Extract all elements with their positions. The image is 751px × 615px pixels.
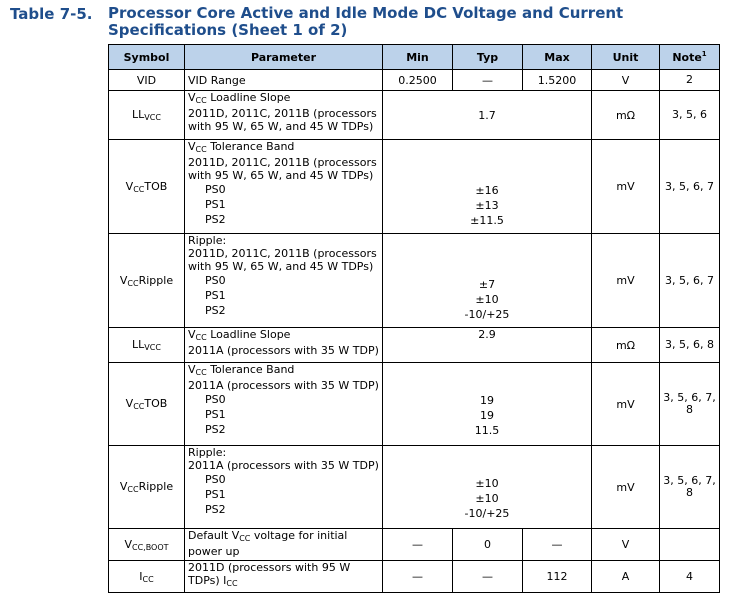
param-line2: 2011D, 2011C, 2011B (processors with 95 W, 65 W, and 45 W TDPs) [188,107,377,133]
spec-table [108,44,720,593]
cell-parameter [185,234,383,328]
param-line1: Ripple: [188,446,227,459]
header-max: Max [523,45,592,70]
cell-unit: mV [592,234,660,328]
symbol-sub: CC [142,574,154,584]
header-unit: Unit [592,45,660,70]
power-state: PS1 [205,289,226,302]
header-note [660,45,720,70]
cell-symbol: VID [109,70,185,91]
cell-unit: mΩ [592,91,660,140]
cell-max: 112 [523,561,592,593]
cell-parameter [185,91,383,140]
cell-max: — [523,529,592,561]
cell-max: 1.5200 [523,70,592,91]
cell-typ: 1.7 [383,91,592,140]
param-v-sub: CC [195,145,207,154]
power-state: PS1 [205,198,226,211]
symbol-main: I [139,569,143,583]
typ-value: 11.5 [474,424,500,437]
param-line [188,140,379,156]
symbol-rest: TOB [144,179,168,193]
typ-value: -10/+25 [464,507,510,520]
symbol-sub: CC [127,485,139,494]
cell-typ: 2.9 [383,328,592,363]
table-title: Processor Core Active and Idle Mode DC Voltage and Current Specifications (Sheet 1 of 2) [108,4,624,39]
table-row [109,91,720,140]
param-line1-rest: Tolerance Band [206,140,295,153]
symbol-main: LL [132,108,145,121]
param-pre: 2011D (processors with 95 W TDPs) I [188,561,351,587]
param-v: V [188,140,196,153]
param-line2: 2011A (processors with 35 W TDP) [188,379,379,392]
cell-parameter [185,363,383,446]
table-row [109,70,720,91]
param-line2: 2011A (processors with 35 W TDP) [188,459,379,472]
param-line2: 2011A (processors with 35 W TDP) [188,344,379,357]
header-parameter: Parameter [185,45,383,70]
cell-parameter [185,529,383,561]
cell-note: 3, 5, 6, 7 [660,234,720,328]
cell-unit: mV [592,446,660,529]
header-note-label: Note [672,51,702,64]
table-label: Table 7-5. [10,5,93,23]
cell-parameter: VID Range [185,70,383,91]
typ-value: ±10 [475,492,499,505]
symbol-sub: CC [127,278,139,288]
symbol-rest: Ripple [138,480,174,493]
cell-note: 3, 5, 6, 7 [660,140,720,234]
typ-value: 19 [480,409,494,422]
cell-unit: V [592,529,660,561]
param-line [188,363,379,379]
cell-note [660,529,720,561]
cell-min: 0.2500 [383,70,453,91]
param-line2: 2011D, 2011C, 2011B (processors with 95 W, 65 W, and 45 W TDPs) [188,247,377,273]
cell-symbol [109,529,185,561]
param-v-sub: CC [226,579,238,588]
symbol-main: LL [132,338,145,351]
cell-parameter [185,140,383,234]
cell-symbol [109,234,185,328]
param-line1-rest: Loadline Slope [206,328,291,341]
power-state: PS0 [205,393,226,406]
cell-unit: V [592,70,660,91]
power-state: PS1 [205,408,226,421]
symbol-sub: CC [133,402,145,411]
table-row [109,328,720,363]
cell-typ: 0 [453,529,523,561]
param-line1: Ripple: [188,234,227,247]
symbol-main: V [125,397,134,410]
param-v-sub: CC [195,368,207,377]
symbol-sub: VCC [144,343,161,352]
param-v: V [188,363,196,376]
typ-value: ±11.5 [470,214,504,227]
table-row [109,234,720,328]
cell-symbol [109,446,185,529]
symbol-main: V [119,273,128,287]
typ-value: ±16 [475,184,499,197]
cell-symbol [109,328,185,363]
cell-parameter [185,561,383,593]
power-state: PS2 [205,503,226,516]
cell-note: 3, 5, 6 [660,91,720,140]
cell-typ [383,140,592,234]
table-row [109,529,720,561]
typ-value: ±10 [475,293,499,306]
table-row [109,140,720,234]
symbol-rest: Ripple [138,273,174,287]
cell-min: — [383,561,453,593]
cell-note: 2 [660,70,720,91]
table-row [109,363,720,446]
param-line1-rest: Loadline Slope [206,91,291,104]
cell-symbol [109,363,185,446]
power-state: PS1 [205,488,226,501]
cell-parameter [185,446,383,529]
param-post: voltage for initial power up [188,529,348,558]
param-v: V [188,328,196,341]
symbol-rest: TOB [144,397,168,410]
cell-typ [383,234,592,328]
cell-unit: mV [592,363,660,446]
header-typ: Typ [453,45,523,70]
power-state: PS0 [205,183,226,196]
symbol-sub: VCC [144,113,161,122]
power-state: PS0 [205,473,226,486]
symbol-sub: CC,BOOT [131,542,169,552]
cell-min: — [383,529,453,561]
cell-typ [383,446,592,529]
param-line2: 2011D, 2011C, 2011B (processors with 95 W, 65 W, and 45 W TDPs) [188,156,377,182]
typ-value: 19 [480,394,494,407]
symbol-sub: CC [133,184,145,194]
power-state: PS2 [205,423,226,436]
cell-note: 4 [660,561,720,593]
param-v: V [188,91,196,104]
param-line [188,91,379,107]
param-line1-rest: Tolerance Band [206,363,295,376]
table-row [109,446,720,529]
header-note-sup: 1 [701,50,707,58]
typ-value: ±10 [475,477,499,490]
cell-symbol [109,91,185,140]
cell-symbol [109,561,185,593]
cell-note: 3, 5, 6, 8 [660,328,720,363]
symbol-main: V [119,480,128,493]
param-v-sub: CC [239,534,251,543]
param-v-sub: CC [195,333,207,342]
typ-value: -10/+25 [464,308,510,321]
cell-typ: — [453,70,523,91]
table-row [109,561,720,593]
header-min: Min [383,45,453,70]
typ-value: ±13 [475,199,499,212]
cell-note: 3, 5, 6, 7, 8 [660,446,720,529]
cell-unit: mV [592,140,660,234]
cell-note: 3, 5, 6, 7, 8 [660,363,720,446]
cell-typ [383,363,592,446]
cell-typ: — [453,561,523,593]
header-symbol: Symbol [109,45,185,70]
header-row [109,45,720,70]
param-pre: Default V [188,529,240,542]
power-state: PS2 [205,304,226,317]
typ-value: ±7 [478,278,496,291]
cell-parameter [185,328,383,363]
symbol-main: V [125,179,134,193]
cell-symbol [109,140,185,234]
power-state: PS0 [205,274,226,287]
param-line [188,328,379,344]
power-state: PS2 [205,213,226,226]
cell-unit: mΩ [592,328,660,363]
param-v-sub: CC [195,96,207,105]
cell-unit: A [592,561,660,593]
symbol-main: V [124,537,132,551]
